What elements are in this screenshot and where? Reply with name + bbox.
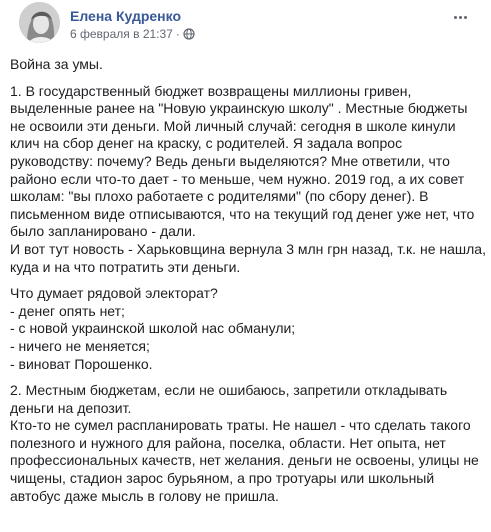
- post-body: [10, 50, 486, 505]
- meta-separator: ·: [175, 27, 180, 41]
- author-name-link[interactable]: Елена Кудренко: [70, 8, 182, 24]
- post-header: [10, 0, 481, 50]
- text-line: выделенные ранее на "Новую украинскую школу" . Местные бюджеты: [10, 100, 468, 117]
- post-meta: [70, 27, 195, 41]
- text-line: полезного и нужного для района, поселка, области. Нет опыта, нет: [10, 434, 446, 451]
- avatar-photo-icon: [19, 2, 60, 43]
- text-line: районо если что-то дает - то меньше, чем нужно. 2019 год, а их совет: [10, 170, 465, 187]
- post-timestamp-link[interactable]: 6 февраля в 21:37: [70, 27, 173, 41]
- paragraph-1: [10, 82, 486, 277]
- text-line: чищены, стадион зарос бурьяном, а про тротуары или школьный: [10, 470, 435, 487]
- text-line: руководству: почему? Ведь деньги выделяются? Мне ответили, что: [10, 152, 450, 169]
- text-line: - виноват Порошенко.: [10, 355, 153, 372]
- text-line: - ничего не меняется;: [10, 337, 150, 354]
- text-line: Что думает рядовой электорат?: [10, 285, 218, 302]
- text-line: было запланировано - дали.: [10, 223, 196, 240]
- text-line: 1. В государственный бюджет возвращены миллионы гривен,: [10, 82, 412, 99]
- text-line: школам: "вы плохо работаете с родителями" (по сбору денег). В: [10, 188, 429, 205]
- text-line: деньги на депозит.: [10, 399, 132, 416]
- text-line: Кто-то не сумел распланировать траты. Не нашел - что сделать такого: [10, 417, 471, 434]
- text-line: И вот тут новость - Харьковщина вернула 3 млн грн назад, т.к. не нашла,: [10, 240, 486, 257]
- text-line: клич на сбор денег на краску, с родителей. Я задала вопрос: [10, 135, 403, 152]
- more-options-icon[interactable]: [449, 10, 471, 24]
- post-title: Война за умы.: [10, 56, 103, 72]
- text-line: куда и на что потратить эти деньги.: [10, 258, 241, 275]
- text-line: - денег опять нет;: [10, 302, 125, 319]
- avatar[interactable]: [19, 2, 60, 43]
- paragraph-2: [10, 285, 481, 373]
- text-line: письменном виде отписываются, что на текущий год денег уже нет, что: [10, 205, 475, 222]
- paragraph-3: [10, 382, 481, 505]
- text-line: - с новой украинской школой нас обманули;: [10, 320, 296, 337]
- text-line: 2. Местным бюджетам, если не ошибаюсь, запретили откладывать: [10, 382, 448, 399]
- text-line: профессиональных качеств, нет желания. деньги не освоены, улицы не: [10, 452, 479, 469]
- globe-icon[interactable]: [183, 28, 195, 40]
- text-line: не освоили эти деньги. Мой личный случай: сегодня в школе кинули: [10, 117, 456, 134]
- text-line: автобус даже мысль в голову не пришла.: [10, 487, 279, 504]
